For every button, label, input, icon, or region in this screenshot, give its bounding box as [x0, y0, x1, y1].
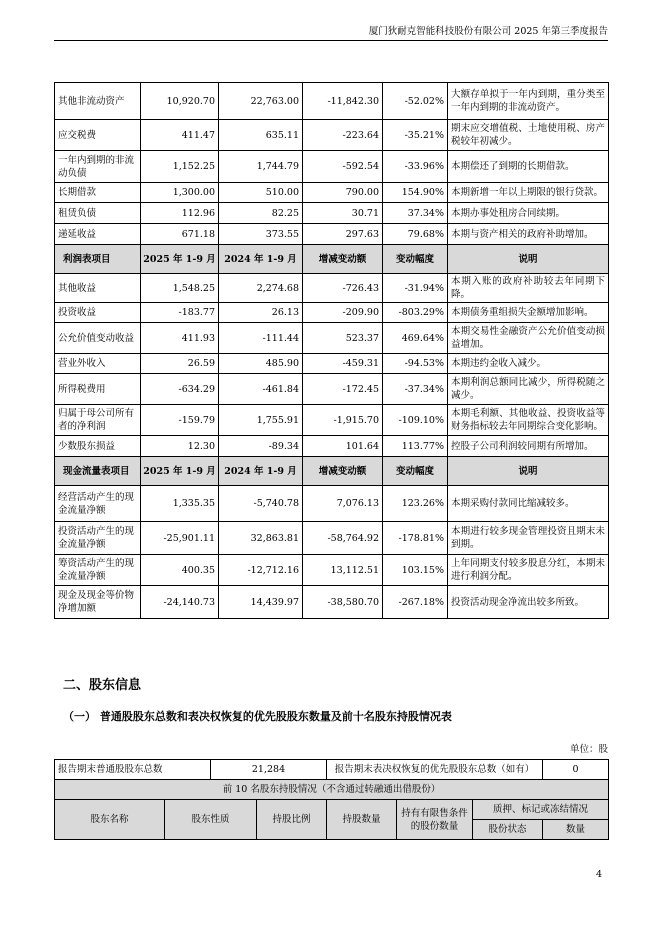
row-note: 控股子公司利润较同期有所增加。	[448, 436, 609, 457]
row-note: 本期偿还了到期的长期借款。	[448, 151, 609, 183]
total-value: 21,284	[211, 760, 327, 780]
header-item: 现金流量表项目	[55, 457, 141, 486]
row-note: 本期利润总额同比减少，所得税随之减少。	[448, 374, 609, 405]
col-qty: 持股数量	[327, 800, 397, 840]
row-current-value: 671.18	[141, 224, 219, 245]
row-current-value: -634.29	[141, 374, 219, 405]
row-item-label: 一年内到期的非流动负债	[55, 151, 141, 183]
row-item-label: 其他收益	[55, 274, 141, 303]
col-nature: 股东性质	[165, 800, 257, 840]
row-current-value: -25,901.11	[141, 522, 219, 555]
row-change-pct: -267.18%	[383, 586, 448, 619]
row-change-amount: 101.64	[303, 436, 383, 457]
col-amount: 数量	[543, 820, 609, 840]
pref-label: 报告期末表决权恢复的优先股股东总数（如有）	[327, 760, 543, 780]
row-change-pct: -37.34%	[383, 374, 448, 405]
row-change-amount: -38,580.70	[303, 586, 383, 619]
row-change-amount: -11,842.30	[303, 83, 383, 120]
row-change-amount: 523.37	[303, 323, 383, 354]
unit-label: 单位：股	[569, 744, 608, 755]
row-change-amount: -592.54	[303, 151, 383, 183]
balance-section	[55, 83, 609, 245]
row-current-value: 12.30	[141, 436, 219, 457]
income-section	[55, 245, 609, 274]
table-row	[55, 405, 609, 436]
income-rows	[55, 274, 609, 457]
shareholder-total-row	[55, 760, 609, 780]
row-current-value: 400.35	[141, 555, 219, 586]
row-change-pct: -109.10%	[383, 405, 448, 436]
row-note: 大额存单拟于一年内到期，重分类至一年内到期的非流动资产。	[448, 83, 609, 120]
header-current: 2025 年 1-9 月	[141, 245, 219, 274]
row-change-pct: 113.77%	[383, 436, 448, 457]
row-current-value: 411.93	[141, 323, 219, 354]
row-previous-value: 22,763.00	[219, 83, 303, 120]
table-row	[55, 274, 609, 303]
row-change-amount: -459.31	[303, 354, 383, 374]
table-row	[55, 374, 609, 405]
row-change-amount: 7,076.13	[303, 486, 383, 522]
page-number: 4	[595, 869, 602, 880]
table-row	[55, 522, 609, 555]
row-current-value: 1,548.25	[141, 274, 219, 303]
cash-section	[55, 457, 609, 486]
row-change-pct: 103.15%	[383, 555, 448, 586]
header-previous: 2024 年 1-9 月	[219, 245, 303, 274]
header-pct: 变动幅度	[383, 457, 448, 486]
row-item-label: 应交税费	[55, 120, 141, 151]
row-change-pct: 123.26%	[383, 486, 448, 522]
row-note: 本期与资产相关的政府补助增加。	[448, 224, 609, 245]
col-restricted: 持有有限售条件的股份数量	[397, 800, 473, 840]
row-current-value: 1,152.25	[141, 151, 219, 183]
row-change-pct: 37.34%	[383, 203, 448, 224]
row-current-value: 1,335.35	[141, 486, 219, 522]
row-change-amount: -1,915.70	[303, 405, 383, 436]
row-item-label: 筹资活动产生的现金流量净额	[55, 555, 141, 586]
row-note: 本期违约金收入减少。	[448, 354, 609, 374]
row-change-amount: 30.71	[303, 203, 383, 224]
total-label: 报告期末普通股股东总数	[55, 760, 211, 780]
table-row	[55, 354, 609, 374]
row-change-amount: -223.64	[303, 120, 383, 151]
row-change-amount: -726.43	[303, 274, 383, 303]
row-previous-value: 14,439.97	[219, 586, 303, 619]
row-previous-value: 373.55	[219, 224, 303, 245]
row-item-label: 长期借款	[55, 183, 141, 203]
row-note: 本期采购付款同比缩减较多。	[448, 486, 609, 522]
section-title: 二、股东信息	[63, 678, 142, 693]
row-previous-value: 26.13	[219, 303, 303, 323]
row-item-label: 归属于母公司所有者的净利润	[55, 405, 141, 436]
row-previous-value: -12,712.16	[219, 555, 303, 586]
row-change-pct: -33.96%	[383, 151, 448, 183]
table-row	[55, 83, 609, 120]
row-current-value: -183.77	[141, 303, 219, 323]
row-item-label: 其他非流动资产	[55, 83, 141, 120]
row-previous-value: 635.11	[219, 120, 303, 151]
row-item-label: 公允价值变动收益	[55, 323, 141, 354]
header-current: 2025 年 1-9 月	[141, 457, 219, 486]
top10-label: 前 10 名股东持股情况（不含通过转融通出借股份）	[55, 780, 609, 800]
row-note: 本期交易性金融资产公允价值变动损益增加。	[448, 323, 609, 354]
table-row	[55, 224, 609, 245]
row-change-amount: 297.63	[303, 224, 383, 245]
row-item-label: 递延收益	[55, 224, 141, 245]
row-change-pct: -31.94%	[383, 274, 448, 303]
table-row	[55, 555, 609, 586]
table-row	[55, 436, 609, 457]
page-header: 厦门狄耐克智能科技股份有限公司 2025 年第三季度报告	[54, 23, 608, 41]
col-ratio: 持股比例	[257, 800, 327, 840]
col-pledge: 质押、标记或冻结情况	[473, 800, 609, 820]
shareholder-table	[54, 759, 609, 840]
row-previous-value: -111.44	[219, 323, 303, 354]
row-change-pct: -178.81%	[383, 522, 448, 555]
row-change-pct: -35.21%	[383, 120, 448, 151]
row-change-pct: 154.90%	[383, 183, 448, 203]
row-previous-value: 510.00	[219, 183, 303, 203]
table-row	[55, 120, 609, 151]
column-header-row	[55, 800, 609, 820]
row-change-pct: -52.02%	[383, 83, 448, 120]
row-note: 本期毛利额、其他收益、投资收益等财务指标较去年同期综合变化影响。	[448, 405, 609, 436]
header-change: 增减变动额	[303, 245, 383, 274]
row-change-amount: -172.45	[303, 374, 383, 405]
row-current-value: 112.96	[141, 203, 219, 224]
row-item-label: 经营活动产生的现金流量净额	[55, 486, 141, 522]
row-item-label: 现金及现金等价物净增加额	[55, 586, 141, 619]
row-previous-value: -461.84	[219, 374, 303, 405]
pref-value: 0	[543, 760, 609, 780]
cash-rows	[55, 486, 609, 619]
row-item-label: 投资活动产生的现金流量净额	[55, 522, 141, 555]
row-note: 投资活动现金净流出较多所致。	[448, 586, 609, 619]
row-previous-value: 485.90	[219, 354, 303, 374]
row-current-value: 411.47	[141, 120, 219, 151]
table-row	[55, 486, 609, 522]
row-item-label: 少数股东损益	[55, 436, 141, 457]
financial-change-table	[54, 82, 609, 619]
row-previous-value: 82.25	[219, 203, 303, 224]
income-header-row	[55, 245, 609, 274]
row-change-pct: 469.64%	[383, 323, 448, 354]
row-previous-value: 32,863.81	[219, 522, 303, 555]
col-name: 股东名称	[55, 800, 165, 840]
table-row	[55, 586, 609, 619]
row-note: 本期进行较多现金管理投资且期末未到期。	[448, 522, 609, 555]
table-row	[55, 323, 609, 354]
row-current-value: 10,920.70	[141, 83, 219, 120]
row-current-value: 1,300.00	[141, 183, 219, 203]
table-row	[55, 203, 609, 224]
row-note: 本期债务重组损失金额增加影响。	[448, 303, 609, 323]
row-change-amount: 13,112.51	[303, 555, 383, 586]
top10-title-row	[55, 780, 609, 800]
row-current-value: -24,140.73	[141, 586, 219, 619]
section-subtitle: （一） 普通股股东总数和表决权恢复的优先股股东数量及前十名股东持股情况表	[63, 710, 452, 723]
header-note: 说明	[448, 245, 609, 274]
row-previous-value: 2,274.68	[219, 274, 303, 303]
row-change-amount: 790.00	[303, 183, 383, 203]
row-item-label: 投资收益	[55, 303, 141, 323]
row-previous-value: 1,755.91	[219, 405, 303, 436]
row-current-value: 26.59	[141, 354, 219, 374]
header-previous: 2024 年 1-9 月	[219, 457, 303, 486]
row-note: 上年同期支付较多股息分红，本期未进行利润分配。	[448, 555, 609, 586]
row-change-pct: -94.53%	[383, 354, 448, 374]
row-note: 本期入账的政府补助较去年同期下降。	[448, 274, 609, 303]
cash-header-row	[55, 457, 609, 486]
row-note: 本期办事处租房合同续期。	[448, 203, 609, 224]
header-item: 利润表项目	[55, 245, 141, 274]
row-change-amount: -58,764.92	[303, 522, 383, 555]
row-item-label: 营业外收入	[55, 354, 141, 374]
table-row	[55, 183, 609, 203]
header-note: 说明	[448, 457, 609, 486]
col-status: 股份状态	[473, 820, 543, 840]
row-current-value: -159.79	[141, 405, 219, 436]
row-previous-value: 1,744.79	[219, 151, 303, 183]
header-change: 增减变动额	[303, 457, 383, 486]
table-row	[55, 303, 609, 323]
row-change-pct: 79.68%	[383, 224, 448, 245]
row-note: 本期新增一年以上期限的银行贷款。	[448, 183, 609, 203]
row-item-label: 租赁负债	[55, 203, 141, 224]
header-pct: 变动幅度	[383, 245, 448, 274]
table-row	[55, 151, 609, 183]
row-item-label: 所得税费用	[55, 374, 141, 405]
row-previous-value: -5,740.78	[219, 486, 303, 522]
row-note: 期末应交增值税、土地使用税、房产税较年初减少。	[448, 120, 609, 151]
row-change-amount: -209.90	[303, 303, 383, 323]
row-change-pct: -803.29%	[383, 303, 448, 323]
row-previous-value: -89.34	[219, 436, 303, 457]
